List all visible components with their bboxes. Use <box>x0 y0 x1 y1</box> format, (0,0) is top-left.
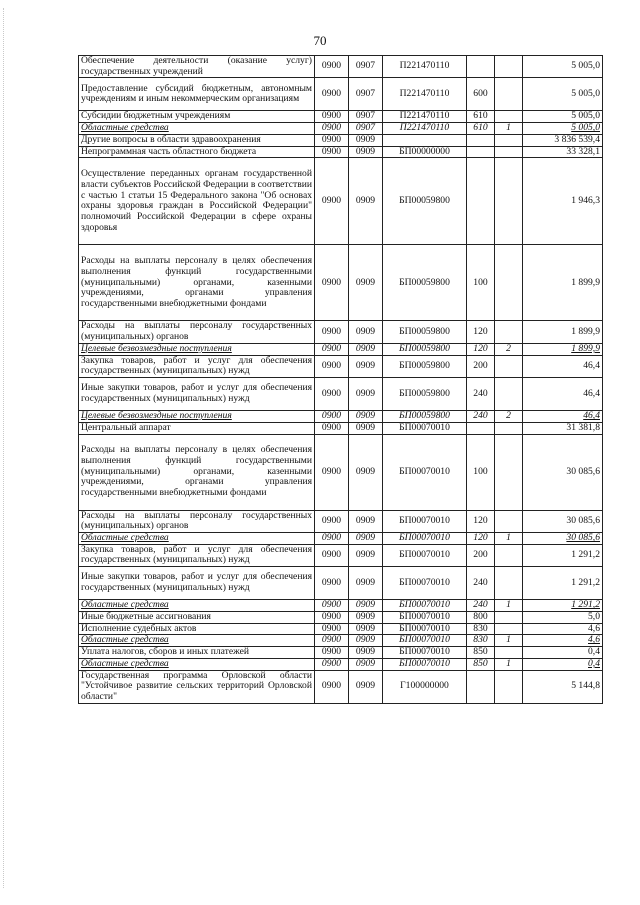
section-code-cell: 0900 <box>315 567 349 600</box>
amount-cell: 5 005,0 <box>523 56 603 78</box>
funding-source-cell <box>495 670 523 703</box>
table-row <box>79 134 603 146</box>
subsection-code-cell: 0909 <box>349 647 383 659</box>
expense-name-cell: Другие вопросы в области здравоохранения <box>79 134 315 146</box>
expense-name-cell: Областные средства <box>79 635 315 647</box>
section-code-cell: 0900 <box>315 544 349 566</box>
subsection-code-cell: 0909 <box>349 567 383 600</box>
expense-type-cell <box>467 56 495 78</box>
subsection-code-cell: 0907 <box>349 56 383 78</box>
section-code-cell: 0900 <box>315 658 349 670</box>
scan-margin-marks <box>3 8 6 888</box>
expense-type-cell <box>467 146 495 158</box>
table-row <box>79 422 603 434</box>
amount-cell: 1 291,2 <box>523 544 603 566</box>
funding-source-cell: 1 <box>495 123 523 135</box>
amount-cell: 3 836 539,4 <box>523 134 603 146</box>
amount-cell: 46,4 <box>523 411 603 423</box>
section-code-cell: 0900 <box>315 134 349 146</box>
subsection-code-cell: 0909 <box>349 422 383 434</box>
expense-type-cell: 240 <box>467 567 495 600</box>
expense-name-cell: Центральный аппарат <box>79 422 315 434</box>
funding-source-cell <box>495 378 523 411</box>
funding-source-cell <box>495 567 523 600</box>
section-code-cell: 0900 <box>315 411 349 423</box>
subsection-code-cell: 0909 <box>349 146 383 158</box>
target-article-cell: БП00070010 <box>383 600 467 612</box>
expense-name-cell: Областные средства <box>79 123 315 135</box>
target-article-cell: БП00059800 <box>383 355 467 377</box>
expense-name-cell: Исполнение судебных актов <box>79 623 315 635</box>
funding-source-cell: 1 <box>495 635 523 647</box>
amount-cell: 1 899,9 <box>523 321 603 343</box>
funding-source-cell: 1 <box>495 533 523 545</box>
section-code-cell: 0900 <box>315 321 349 343</box>
expense-name-cell: Целевые безвозмездные поступления <box>79 343 315 355</box>
amount-cell: 1 291,2 <box>523 567 603 600</box>
funding-source-cell <box>495 611 523 623</box>
funding-source-cell <box>495 544 523 566</box>
funding-source-cell: 2 <box>495 343 523 355</box>
section-code-cell: 0900 <box>315 510 349 532</box>
funding-source-cell <box>495 245 523 321</box>
expense-name-cell: Иные бюджетные ассигнования <box>79 611 315 623</box>
table-row <box>79 623 603 635</box>
target-article-cell: БП00070010 <box>383 611 467 623</box>
expense-type-cell: 120 <box>467 533 495 545</box>
subsection-code-cell: 0909 <box>349 623 383 635</box>
expense-name-cell: Расходы на выплаты персоналу государственных (муниципальных) органов <box>79 321 315 343</box>
section-code-cell: 0900 <box>315 434 349 510</box>
target-article-cell: БП00070010 <box>383 544 467 566</box>
amount-cell: 1 899,9 <box>523 245 603 321</box>
target-article-cell: П221470110 <box>383 111 467 123</box>
expense-name-cell: Государственная программа Орловской области "Устойчивое развитие сельских территорий Орловской области" <box>79 670 315 703</box>
amount-cell: 30 085,6 <box>523 434 603 510</box>
expense-type-cell: 600 <box>467 78 495 111</box>
expense-name-cell: Областные средства <box>79 533 315 545</box>
section-code-cell: 0900 <box>315 158 349 245</box>
subsection-code-cell: 0909 <box>349 343 383 355</box>
amount-cell: 1 291,2 <box>523 600 603 612</box>
funding-source-cell <box>495 56 523 78</box>
funding-source-cell <box>495 134 523 146</box>
expense-type-cell: 240 <box>467 378 495 411</box>
amount-cell: 5,0 <box>523 611 603 623</box>
subsection-code-cell: 0909 <box>349 321 383 343</box>
section-code-cell: 0900 <box>315 611 349 623</box>
amount-cell: 46,4 <box>523 355 603 377</box>
subsection-code-cell: 0909 <box>349 378 383 411</box>
table-row <box>79 647 603 659</box>
subsection-code-cell: 0909 <box>349 533 383 545</box>
expense-name-cell: Областные средства <box>79 658 315 670</box>
expense-name-cell: Расходы на выплаты персоналу в целях обеспечения выполнения функций государственными (муниципальными) органами, казенными учреждениями, органами управления государственными внебюджетными фондами <box>79 434 315 510</box>
target-article-cell <box>383 134 467 146</box>
amount-cell: 31 381,8 <box>523 422 603 434</box>
target-article-cell: БП00070010 <box>383 635 467 647</box>
expense-type-cell: 100 <box>467 434 495 510</box>
subsection-code-cell: 0909 <box>349 134 383 146</box>
table-row <box>79 146 603 158</box>
table-row <box>79 355 603 377</box>
subsection-code-cell: 0909 <box>349 544 383 566</box>
expense-type-cell: 120 <box>467 321 495 343</box>
subsection-code-cell: 0909 <box>349 635 383 647</box>
subsection-code-cell: 0909 <box>349 658 383 670</box>
table-row <box>79 658 603 670</box>
amount-cell: 33 328,1 <box>523 146 603 158</box>
expense-name-cell: Уплата налогов, сборов и иных платежей <box>79 647 315 659</box>
funding-source-cell <box>495 321 523 343</box>
funding-source-cell <box>495 422 523 434</box>
subsection-code-cell: 0909 <box>349 355 383 377</box>
table-row <box>79 245 603 321</box>
table-row <box>79 111 603 123</box>
expense-name-cell: Иные закупки товаров, работ и услуг для обеспечения государственных (муниципальных) нужд <box>79 567 315 600</box>
table-row <box>79 611 603 623</box>
section-code-cell: 0900 <box>315 111 349 123</box>
expense-name-cell: Осуществление переданных органам государственной власти субъектов Российской Федерации в соответствии с частью 1 статьи 15 Федерального закона "Об основах охраны здоровья граждан в Российской Федерации" полномочий Российской Федерации в сфере охраны здоровья <box>79 158 315 245</box>
expense-name-cell: Предоставление субсидий бюджетным, автономным учреждениям и иным некоммерческим организациям <box>79 78 315 111</box>
amount-cell: 4,6 <box>523 623 603 635</box>
section-code-cell: 0900 <box>315 78 349 111</box>
funding-source-cell: 2 <box>495 411 523 423</box>
amount-cell: 46,4 <box>523 378 603 411</box>
expense-type-cell: 120 <box>467 343 495 355</box>
amount-cell: 0,4 <box>523 658 603 670</box>
table-row <box>79 670 603 703</box>
target-article-cell: БП00059800 <box>383 343 467 355</box>
table-row <box>79 343 603 355</box>
section-code-cell: 0900 <box>315 378 349 411</box>
expense-name-cell: Областные средства <box>79 600 315 612</box>
subsection-code-cell: 0907 <box>349 78 383 111</box>
target-article-cell: БП00070010 <box>383 422 467 434</box>
subsection-code-cell: 0909 <box>349 158 383 245</box>
table-row <box>79 600 603 612</box>
table-row <box>79 533 603 545</box>
target-article-cell: БП00059800 <box>383 158 467 245</box>
target-article-cell: БП00000000 <box>383 146 467 158</box>
amount-cell: 5 005,0 <box>523 123 603 135</box>
funding-source-cell <box>495 111 523 123</box>
section-code-cell: 0900 <box>315 533 349 545</box>
expense-name-cell: Обеспечение деятельности (оказание услуг) государственных учреждений <box>79 56 315 78</box>
funding-source-cell <box>495 647 523 659</box>
table-row <box>79 510 603 532</box>
table-row <box>79 411 603 423</box>
funding-source-cell <box>495 146 523 158</box>
expense-type-cell: 240 <box>467 411 495 423</box>
expense-name-cell: Закупка товаров, работ и услуг для обеспечения государственных (муниципальных) нужд <box>79 355 315 377</box>
expense-type-cell: 830 <box>467 635 495 647</box>
amount-cell: 5 005,0 <box>523 111 603 123</box>
funding-source-cell <box>495 78 523 111</box>
expense-type-cell: 610 <box>467 111 495 123</box>
table-row <box>79 78 603 111</box>
expense-type-cell: 200 <box>467 544 495 566</box>
table-row <box>79 635 603 647</box>
table-row <box>79 378 603 411</box>
subsection-code-cell: 0909 <box>349 600 383 612</box>
subsection-code-cell: 0909 <box>349 670 383 703</box>
section-code-cell: 0900 <box>315 623 349 635</box>
subsection-code-cell: 0909 <box>349 411 383 423</box>
section-code-cell: 0900 <box>315 670 349 703</box>
target-article-cell: БП00070010 <box>383 567 467 600</box>
amount-cell: 0,4 <box>523 647 603 659</box>
funding-source-cell <box>495 623 523 635</box>
page-number: 70 <box>313 33 327 48</box>
expense-type-cell: 850 <box>467 658 495 670</box>
amount-cell: 5 144,8 <box>523 670 603 703</box>
expense-type-cell: 800 <box>467 611 495 623</box>
target-article-cell: БП00070010 <box>383 533 467 545</box>
target-article-cell: П221470110 <box>383 123 467 135</box>
table-row <box>79 567 603 600</box>
funding-source-cell <box>495 510 523 532</box>
table-row <box>79 123 603 135</box>
amount-cell: 1 899,9 <box>523 343 603 355</box>
budget-table <box>78 55 603 704</box>
target-article-cell: БП00070010 <box>383 658 467 670</box>
expense-name-cell: Расходы на выплаты персоналу в целях обеспечения выполнения функций государственными (муниципальными) органами, казенными учреждениями, органами управления государственными внебюджетными фондами <box>79 245 315 321</box>
subsection-code-cell: 0907 <box>349 111 383 123</box>
section-code-cell: 0900 <box>315 146 349 158</box>
section-code-cell: 0900 <box>315 635 349 647</box>
section-code-cell: 0900 <box>315 123 349 135</box>
target-article-cell: П221470110 <box>383 56 467 78</box>
target-article-cell: БП00070010 <box>383 623 467 635</box>
funding-source-cell <box>495 434 523 510</box>
section-code-cell: 0900 <box>315 422 349 434</box>
funding-source-cell: 1 <box>495 658 523 670</box>
expense-name-cell: Закупка товаров, работ и услуг для обеспечения государственных (муниципальных) нужд <box>79 544 315 566</box>
table-row <box>79 321 603 343</box>
expense-type-cell: 850 <box>467 647 495 659</box>
section-code-cell: 0900 <box>315 56 349 78</box>
expense-type-cell: 830 <box>467 623 495 635</box>
expense-name-cell: Субсидии бюджетным учреждениям <box>79 111 315 123</box>
amount-cell: 1 946,3 <box>523 158 603 245</box>
target-article-cell: БП00059800 <box>383 378 467 411</box>
section-code-cell: 0900 <box>315 343 349 355</box>
funding-source-cell <box>495 158 523 245</box>
section-code-cell: 0900 <box>315 600 349 612</box>
target-article-cell: БП00059800 <box>383 321 467 343</box>
target-article-cell: БП00070010 <box>383 434 467 510</box>
section-code-cell: 0900 <box>315 647 349 659</box>
expense-name-cell: Непрограммная часть областного бюджета <box>79 146 315 158</box>
expense-type-cell <box>467 158 495 245</box>
expense-type-cell: 240 <box>467 600 495 612</box>
target-article-cell: БП00059800 <box>383 245 467 321</box>
table-row <box>79 56 603 78</box>
funding-source-cell <box>495 355 523 377</box>
subsection-code-cell: 0907 <box>349 123 383 135</box>
table-row <box>79 158 603 245</box>
table-row <box>79 434 603 510</box>
target-article-cell: БП00070010 <box>383 647 467 659</box>
expense-type-cell: 610 <box>467 123 495 135</box>
target-article-cell: П221470110 <box>383 78 467 111</box>
subsection-code-cell: 0909 <box>349 611 383 623</box>
table-row <box>79 544 603 566</box>
target-article-cell: БП00059800 <box>383 411 467 423</box>
expense-name-cell: Иные закупки товаров, работ и услуг для обеспечения государственных (муниципальных) нужд <box>79 378 315 411</box>
expense-type-cell <box>467 134 495 146</box>
section-code-cell: 0900 <box>315 245 349 321</box>
expense-type-cell: 120 <box>467 510 495 532</box>
target-article-cell: БП00070010 <box>383 510 467 532</box>
expense-type-cell: 200 <box>467 355 495 377</box>
subsection-code-cell: 0909 <box>349 245 383 321</box>
subsection-code-cell: 0909 <box>349 434 383 510</box>
expense-type-cell <box>467 422 495 434</box>
funding-source-cell: 1 <box>495 600 523 612</box>
expense-type-cell <box>467 670 495 703</box>
section-code-cell: 0900 <box>315 355 349 377</box>
amount-cell: 4,6 <box>523 635 603 647</box>
subsection-code-cell: 0909 <box>349 510 383 532</box>
amount-cell: 30 085,6 <box>523 533 603 545</box>
amount-cell: 30 085,6 <box>523 510 603 532</box>
expense-name-cell: Расходы на выплаты персоналу государственных (муниципальных) органов <box>79 510 315 532</box>
expense-type-cell: 100 <box>467 245 495 321</box>
target-article-cell: Г100000000 <box>383 670 467 703</box>
amount-cell: 5 005,0 <box>523 78 603 111</box>
expense-name-cell: Целевые безвозмездные поступления <box>79 411 315 423</box>
